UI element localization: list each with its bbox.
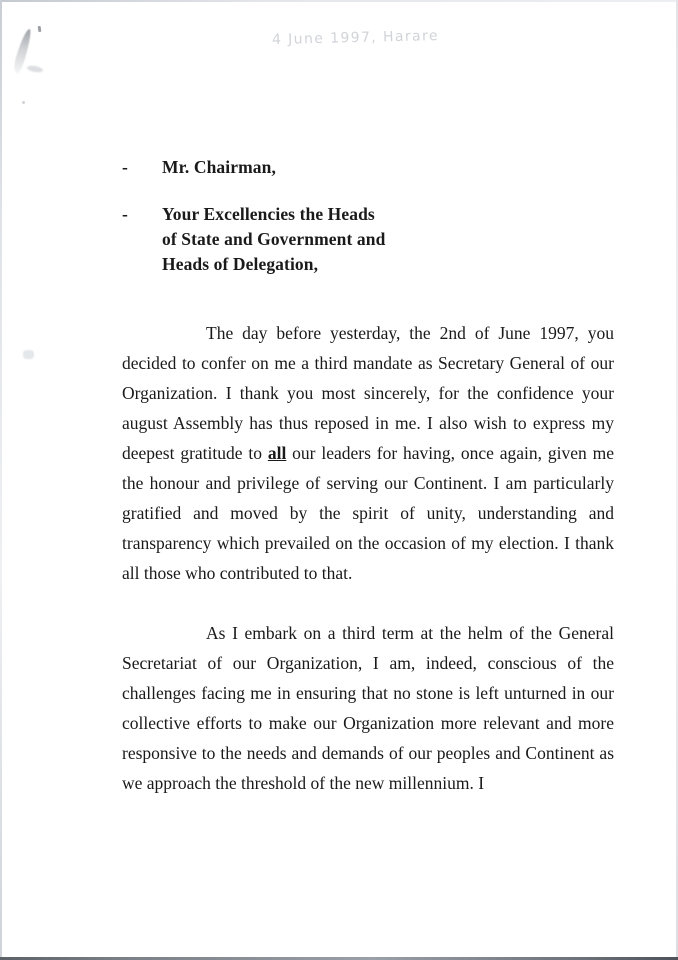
salutation-block	[122, 155, 614, 277]
salutation-entry	[122, 202, 614, 277]
salutation-text	[162, 155, 614, 180]
salutation-text	[162, 202, 614, 277]
emphasized-word: all	[267, 443, 287, 463]
paragraph-segment: our leaders for having, once again, given me the honour and privilege of serving our Continent. I am particularly gratified and moved by the spirit of unity, understanding and transparency which prevailed on the occasion of my election. I thank all those who contributed to that.	[122, 443, 614, 583]
salutation-dash-marker: -	[122, 204, 128, 224]
toner-smudge-tail-artifact	[27, 65, 44, 74]
body-paragraph	[122, 618, 614, 798]
handwritten-date-annotation: 4 June 1997, Harare	[271, 27, 440, 49]
scan-speck-artifact	[22, 101, 25, 104]
salutation-line: Heads of Delegation,	[162, 254, 319, 274]
body-paragraphs	[122, 318, 614, 798]
scan-edge-top	[0, 0, 678, 2]
salutation-line: Mr. Chairman,	[162, 157, 276, 177]
salutation-entry	[122, 155, 614, 180]
paragraph-segment: As I embark on a third term at the helm of the General Secretariat of our Organization, I am, indeed, conscious of the challenges facing me in ensuring that no stone is left unturned in our collective efforts to make our Organization more relevant and more responsive to the needs and demands of our peoples and Continent as we approach the threshold of the new millennium. I	[122, 623, 614, 793]
paragraph-segment: The day before yesterday, the 2nd of June 1997, you decided to confer on me a third mandate as Secretary General of our Organization. I thank you most sincerely, for the confidence your august Assembly has thus reposed in me. I also wish to express my deepest gratitude to	[122, 323, 614, 463]
scan-speck-artifact	[23, 350, 34, 359]
body-paragraph	[122, 318, 614, 588]
salutation-line: of State and Government and	[162, 229, 386, 249]
salutation-line: Your Excellencies the Heads	[162, 204, 375, 224]
scan-speck-artifact	[38, 26, 42, 32]
scan-edge-left	[0, 0, 2, 960]
salutation-dash-marker: -	[122, 157, 128, 177]
